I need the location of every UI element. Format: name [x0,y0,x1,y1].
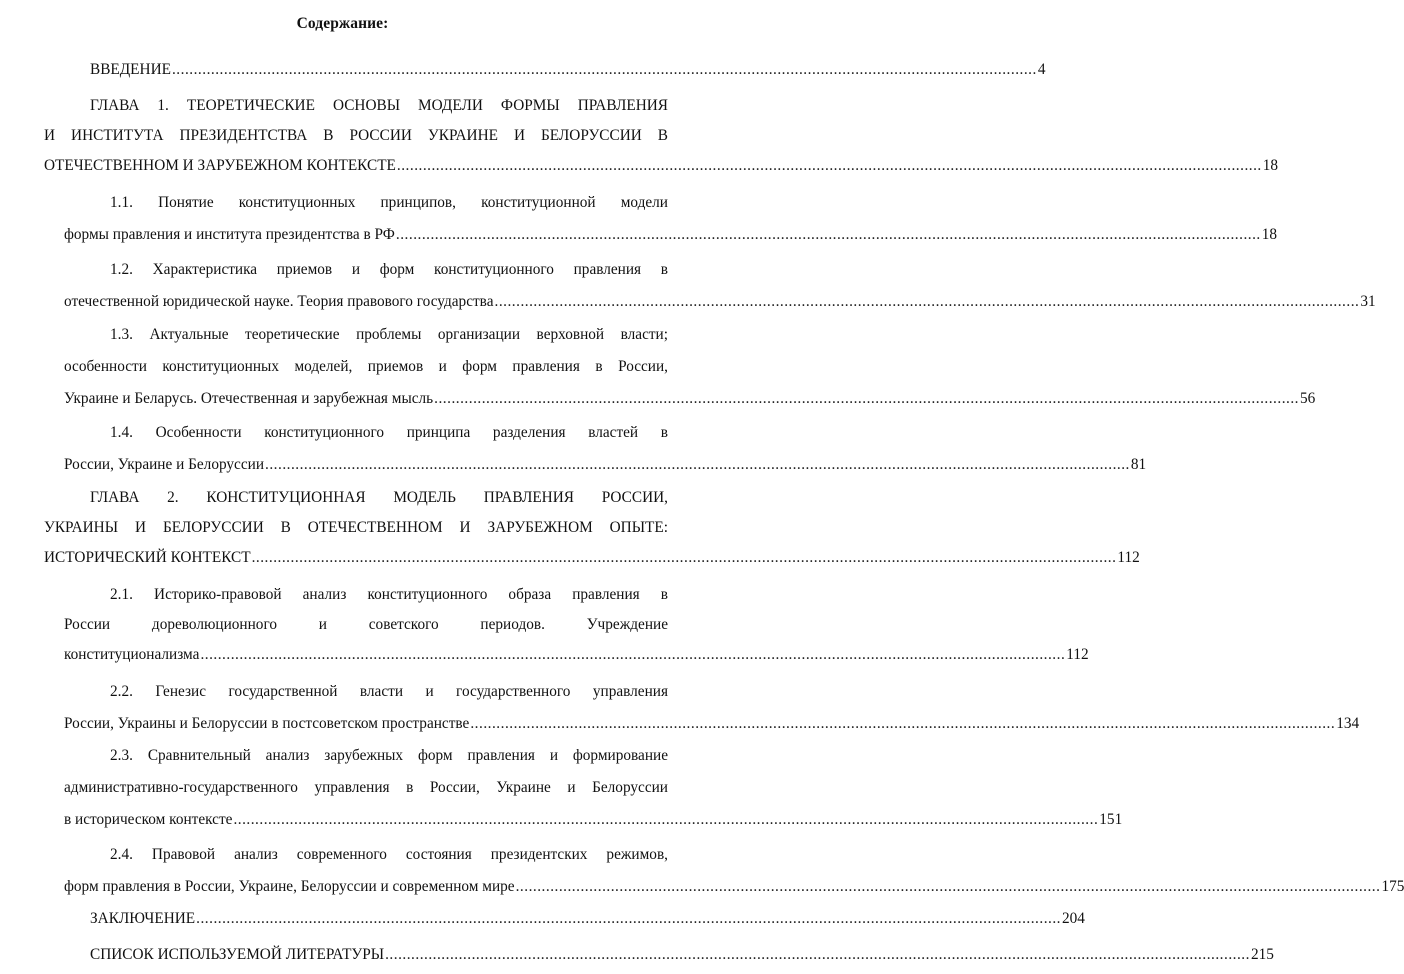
toc-entry-text: России, Украине и Белоруссии [64,456,265,473]
dot-leader: ........................................................................................................................................................................................................ [515,878,1381,895]
toc-entry-text: форм правления в России, Украине, Белоруссии и современном мире [64,878,515,895]
dot-leader: ........................................................................................................................................................................................................ [470,715,1336,732]
toc-entry-last-line [90,909,1085,929]
toc-entry-last-line [64,389,1316,409]
toc-entry-line: 1.2. Характеристика приемов и форм конституционного правления в [110,261,668,278]
dot-leader: ........................................................................................................................................................................................................ [265,456,1130,473]
page-number: 204 [1062,910,1085,927]
page-number: 56 [1300,390,1316,407]
toc-entry-line: 1.1. Понятие конституционных принципов, конституционной модели [110,194,668,211]
toc-entry-last-line [64,877,1404,897]
dot-leader: ........................................................................................................................................................................................................ [196,910,1061,927]
toc-entry-last-line [64,455,1147,475]
page-number: 134 [1336,715,1360,732]
toc-entry-text: Украине и Беларусь. Отечественная и зарубежная мысль [64,390,434,407]
dot-leader: ........................................................................................................................................................................................................ [251,549,1117,566]
dot-leader: ........................................................................................................................................................................................................ [434,390,1299,407]
toc-entry-line: особенности конституционных моделей, приемов и форм правления в России, [64,358,668,375]
page-number: 81 [1130,456,1147,473]
toc-entry-text: ЗАКЛЮЧЕНИЕ [90,910,196,927]
toc-entry-line: 2.1. Историко-правовой анализ конституционного образа правления в [110,586,668,603]
page-number: 112 [1066,646,1089,663]
page-number: 31 [1360,293,1376,310]
toc-heading: Содержание: [296,15,389,32]
toc-entry-text: ИСТОРИЧЕСКИЙ КОНТЕКСТ [44,549,251,566]
toc-entry-last-line [44,156,1279,176]
toc-entry-text: отечественной юридической науке. Теория правового государства [64,293,494,310]
page-number: 151 [1099,811,1123,828]
dot-leader: ........................................................................................................................................................................................................ [385,946,1250,963]
page-number: 18 [1261,226,1278,243]
page-number: 18 [1262,157,1279,174]
toc-entry-line: 2.3. Сравнительный анализ зарубежных форм правления и формирование [110,747,668,764]
dot-leader: ........................................................................................................................................................................................................ [233,811,1099,828]
dot-leader: ........................................................................................................................................................................................................ [396,157,1262,174]
toc-entry-text: СПИСОК ИСПОЛЬЗУЕМОЙ ЛИТЕРАТУРЫ [90,946,385,963]
toc-entry-line: 2.2. Генезис государственной власти и государственного управления [110,683,668,700]
page-number: 215 [1250,946,1274,963]
dot-leader: ........................................................................................................................................................................................................ [395,226,1261,243]
toc-entry-last-line [44,548,1140,568]
page-number: 4 [1037,61,1046,78]
toc-entry-line: ГЛАВА 2. КОНСТИТУЦИОННАЯ МОДЕЛЬ ПРАВЛЕНИЯ РОССИИ, [90,489,668,506]
toc-entry-last-line [64,645,1089,665]
toc-entry-last-line [64,292,1376,312]
toc-entry-text: России, Украины и Белоруссии в постсоветском пространстве [64,715,470,732]
toc-entry-line: УКРАИНЫ И БЕЛОРУССИИ В ОТЕЧЕСТВЕННОМ И ЗАРУБЕЖНОМ ОПЫТЕ: [44,519,668,536]
toc-entry-line: И ИНСТИТУТА ПРЕЗИДЕНТСТВА В РОССИИ УКРАИНЕ И БЕЛОРУССИИ В [44,127,668,144]
toc-entry-last-line [64,810,1123,830]
toc-entry-line: ГЛАВА 1. ТЕОРЕТИЧЕСКИЕ ОСНОВЫ МОДЕЛИ ФОРМЫ ПРАВЛЕНИЯ [90,97,668,114]
toc-entry-line: 2.4. Правовой анализ современного состояния президентских режимов, [110,846,668,863]
toc-entry-last-line [64,714,1360,734]
toc-entry-line: 1.3. Актуальные теоретические проблемы организации верховной власти; [110,326,668,343]
dot-leader: ........................................................................................................................................................................................................ [171,61,1037,78]
toc-entry-line: России дореволюционного и советского периодов. Учреждение [64,616,668,633]
dot-leader: ........................................................................................................................................................................................................ [494,293,1360,310]
toc-entry-text: в историческом контексте [64,811,233,828]
toc-entry-text: ВВЕДЕНИЕ [90,61,171,78]
toc-entry-text: ОТЕЧЕСТВЕННОМ И ЗАРУБЕЖНОМ КОНТЕКСТЕ [44,157,396,174]
toc-entry-text: формы правления и института президентства в РФ [64,226,395,243]
page-number: 175 [1381,878,1404,895]
toc-entry-line: 1.4. Особенности конституционного принципа разделения властей в [110,424,668,441]
toc-entry-line: административно-государственного управления в России, Украине и Белоруссии [64,779,668,796]
toc-entry-last-line [90,60,1046,80]
page-number: 112 [1117,549,1140,566]
toc-entry-last-line [90,945,1274,965]
toc-entry-last-line [64,225,1278,245]
toc-entry-text: конституционализма [64,646,200,663]
dot-leader: ........................................................................................................................................................................................................ [200,646,1066,663]
